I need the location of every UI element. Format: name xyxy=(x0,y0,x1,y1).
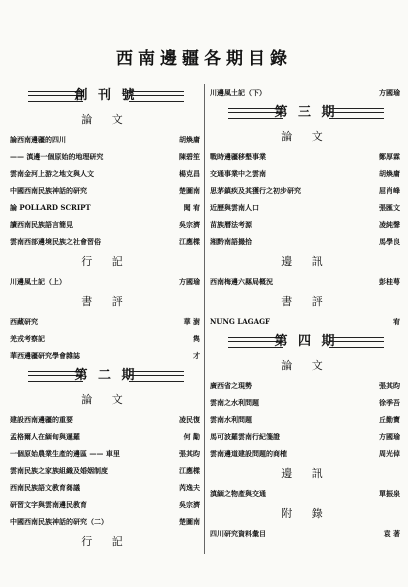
toc-entry xyxy=(210,182,402,199)
entry-author: 吳宗濟 xyxy=(179,500,200,509)
entry-title: 雲南金河上游之地文與人文 xyxy=(10,169,94,178)
section-label: 邊 訊 xyxy=(281,467,331,480)
entry-title: 中國西南民族神話的研究（二） xyxy=(10,517,108,526)
issue-heading-label: 第 四 期 xyxy=(274,334,338,349)
entry-title: 馬可波羅雲南行紀箋證 xyxy=(210,432,280,441)
entry-author: 胡煥庸 xyxy=(179,135,200,144)
entry-author: 凌純聲 xyxy=(379,220,400,229)
entry-author: 楊克昌 xyxy=(179,169,200,178)
entry-title: 西南梅邊六縣局概況 xyxy=(210,277,273,286)
toc-entry xyxy=(210,216,402,233)
entry-title: 雲南民族之家族組織及婚姻制度 xyxy=(10,466,108,475)
entry-title: 西南民族語文教育芻議 xyxy=(10,483,80,492)
entry-title: 羌戎考察記 xyxy=(10,334,45,343)
toc-entry xyxy=(210,233,402,250)
toc-entry xyxy=(210,148,402,165)
toc-entry xyxy=(10,182,202,199)
entry-title: 研習文字與雲南邊民教育 xyxy=(10,500,87,509)
entry-title: 孟格爾人在緬甸與暹羅 xyxy=(10,432,80,441)
entry-author: 楚圖南 xyxy=(179,186,200,195)
entry-title: 雲南邊道建設問題的商榷 xyxy=(210,449,287,458)
toc-entry xyxy=(10,233,202,250)
entry-author: 單振泉 xyxy=(379,489,400,498)
entry-title: 雲南水利問題 xyxy=(210,415,252,424)
toc-entry xyxy=(10,131,202,148)
entry-title: —— 滇邊一個原始的地理研究 xyxy=(10,152,104,161)
entry-author: 江應樑 xyxy=(179,466,200,475)
entry-title: 廣西省之現勢 xyxy=(210,381,252,390)
entry-author: 雋 xyxy=(193,334,200,343)
left-column xyxy=(10,84,202,553)
right-column xyxy=(210,84,402,542)
entry-author: 宥 xyxy=(393,317,400,326)
entry-author: 胡煥庸 xyxy=(379,169,400,178)
entry-title: 讀西南民族語言簡見 xyxy=(10,220,73,229)
entry-title: 思茅鎮疾及其獲行之初步研究 xyxy=(210,186,301,195)
entry-title: NUNG LAGAGF xyxy=(210,317,271,326)
toc-entry xyxy=(10,199,202,216)
section-label: 邊 訊 xyxy=(281,255,331,268)
entry-author: 楚圖南 xyxy=(179,517,200,526)
entry-author: 聞 宥 xyxy=(183,203,200,212)
entry-title: 建設西南邊疆的重要 xyxy=(10,415,73,424)
toc-entry xyxy=(210,394,402,411)
toc-entry xyxy=(10,148,202,165)
toc-entry xyxy=(10,216,202,233)
toc-entry xyxy=(210,445,402,462)
entry-title: 雲南西部邊境民族之社會習俗 xyxy=(10,237,101,246)
entry-author: 方國瑜 xyxy=(379,432,400,441)
toc-entry xyxy=(10,411,202,428)
entry-author: 張其昀 xyxy=(379,381,400,390)
heading-ornament-right xyxy=(129,91,184,102)
entry-author: 何 勱 xyxy=(183,432,200,441)
toc-entry xyxy=(210,377,402,394)
section-label: 行 記 xyxy=(81,255,131,268)
entry-author: 吳宗濟 xyxy=(179,220,200,229)
issue-heading-label: 第 二 期 xyxy=(74,368,138,383)
heading-ornament-right xyxy=(129,371,184,382)
entry-author: 芮逸夫 xyxy=(179,483,200,492)
section-label: 書 評 xyxy=(81,295,131,308)
entry-author: 張匯文 xyxy=(379,203,400,212)
entry-title: 戰時邊疆移墾事業 xyxy=(210,152,266,161)
toc-entry xyxy=(10,445,202,462)
heading-ornament-right xyxy=(329,337,384,348)
toc-entry xyxy=(10,479,202,496)
entry-title: 論西南邊疆的四川 xyxy=(10,135,66,144)
issue-heading xyxy=(210,332,402,354)
toc-entry xyxy=(10,273,202,290)
entry-title: 中國西南民族神話的研究 xyxy=(10,186,87,195)
entry-title: 雲南之水利問題 xyxy=(210,398,259,407)
entry-title: 湘黔南語撮拾 xyxy=(210,237,252,246)
toc-entry xyxy=(210,273,402,290)
issue-heading xyxy=(10,86,202,108)
section-label: 論 文 xyxy=(281,359,331,372)
toc-entry xyxy=(10,513,202,530)
entry-author: 周光倬 xyxy=(379,449,400,458)
entry-author: 彭桂萼 xyxy=(379,277,400,286)
section-label: 書 評 xyxy=(281,295,331,308)
toc-entry xyxy=(10,496,202,513)
toc-entry xyxy=(210,84,402,101)
entry-author: 凌民復 xyxy=(179,415,200,424)
heading-ornament-right xyxy=(329,108,384,119)
entry-author: 江應樑 xyxy=(179,237,200,246)
issue-heading-label: 第 三 期 xyxy=(274,105,338,120)
entry-title: 滇緬之物產與交通 xyxy=(210,489,266,498)
entry-author: 才 xyxy=(193,351,200,360)
toc-entry xyxy=(210,199,402,216)
toc-entry xyxy=(210,165,402,182)
section-label: 附 錄 xyxy=(281,507,331,520)
column-divider xyxy=(204,84,205,554)
entry-title: 交通事業中之雲南 xyxy=(210,169,266,178)
entry-author: 方國瑜 xyxy=(179,277,200,286)
entry-author: 徐季吾 xyxy=(379,398,400,407)
toc-entry xyxy=(10,330,202,347)
entry-title: 四川研究資料彙目 xyxy=(210,529,266,538)
entry-title: 近歷與雲南人口 xyxy=(210,203,259,212)
toc-entry xyxy=(210,428,402,445)
entry-title: 西藏研究 xyxy=(10,317,38,326)
entry-author: 丘勤寶 xyxy=(379,415,400,424)
entry-author: 袁 著 xyxy=(383,529,400,538)
section-label: 論 文 xyxy=(81,113,131,126)
entry-title: 川邊風土記（上） xyxy=(10,277,66,286)
toc-entry xyxy=(210,525,402,542)
page-title: 西南邊疆各期目錄 xyxy=(116,49,292,69)
issue-heading xyxy=(210,103,402,125)
entry-author: 屈肖峰 xyxy=(379,186,400,195)
issue-heading-label: 創 刊 號 xyxy=(74,88,138,103)
issue-heading xyxy=(10,366,202,388)
entry-title: 川邊風土記（下） xyxy=(210,88,266,97)
toc-entry xyxy=(10,428,202,445)
section-label: 論 文 xyxy=(281,130,331,143)
entry-author: 方國瑜 xyxy=(379,88,400,97)
entry-author: 華 澍 xyxy=(183,317,200,326)
toc-entry xyxy=(10,347,202,364)
toc-entry xyxy=(210,313,402,330)
entry-title: 苗族曆法考源 xyxy=(210,220,252,229)
section-label: 行 記 xyxy=(81,535,131,548)
toc-entry xyxy=(210,485,402,502)
entry-title: 一個原始農業生產的邊區 —— 車里 xyxy=(10,449,120,458)
entry-author: 張其昀 xyxy=(179,449,200,458)
toc-entry xyxy=(10,313,202,330)
toc-entry xyxy=(210,411,402,428)
toc-entry xyxy=(10,462,202,479)
entry-title: 論 POLLARD SCRIPT xyxy=(10,203,91,212)
entry-author: 鄭厚霖 xyxy=(379,152,400,161)
toc-entry xyxy=(10,165,202,182)
section-label: 論 文 xyxy=(81,393,131,406)
entry-author: 馬學良 xyxy=(379,237,400,246)
entry-title: 華西邊疆研究學會雜誌 xyxy=(10,351,80,360)
entry-author: 陳碧笙 xyxy=(179,152,200,161)
